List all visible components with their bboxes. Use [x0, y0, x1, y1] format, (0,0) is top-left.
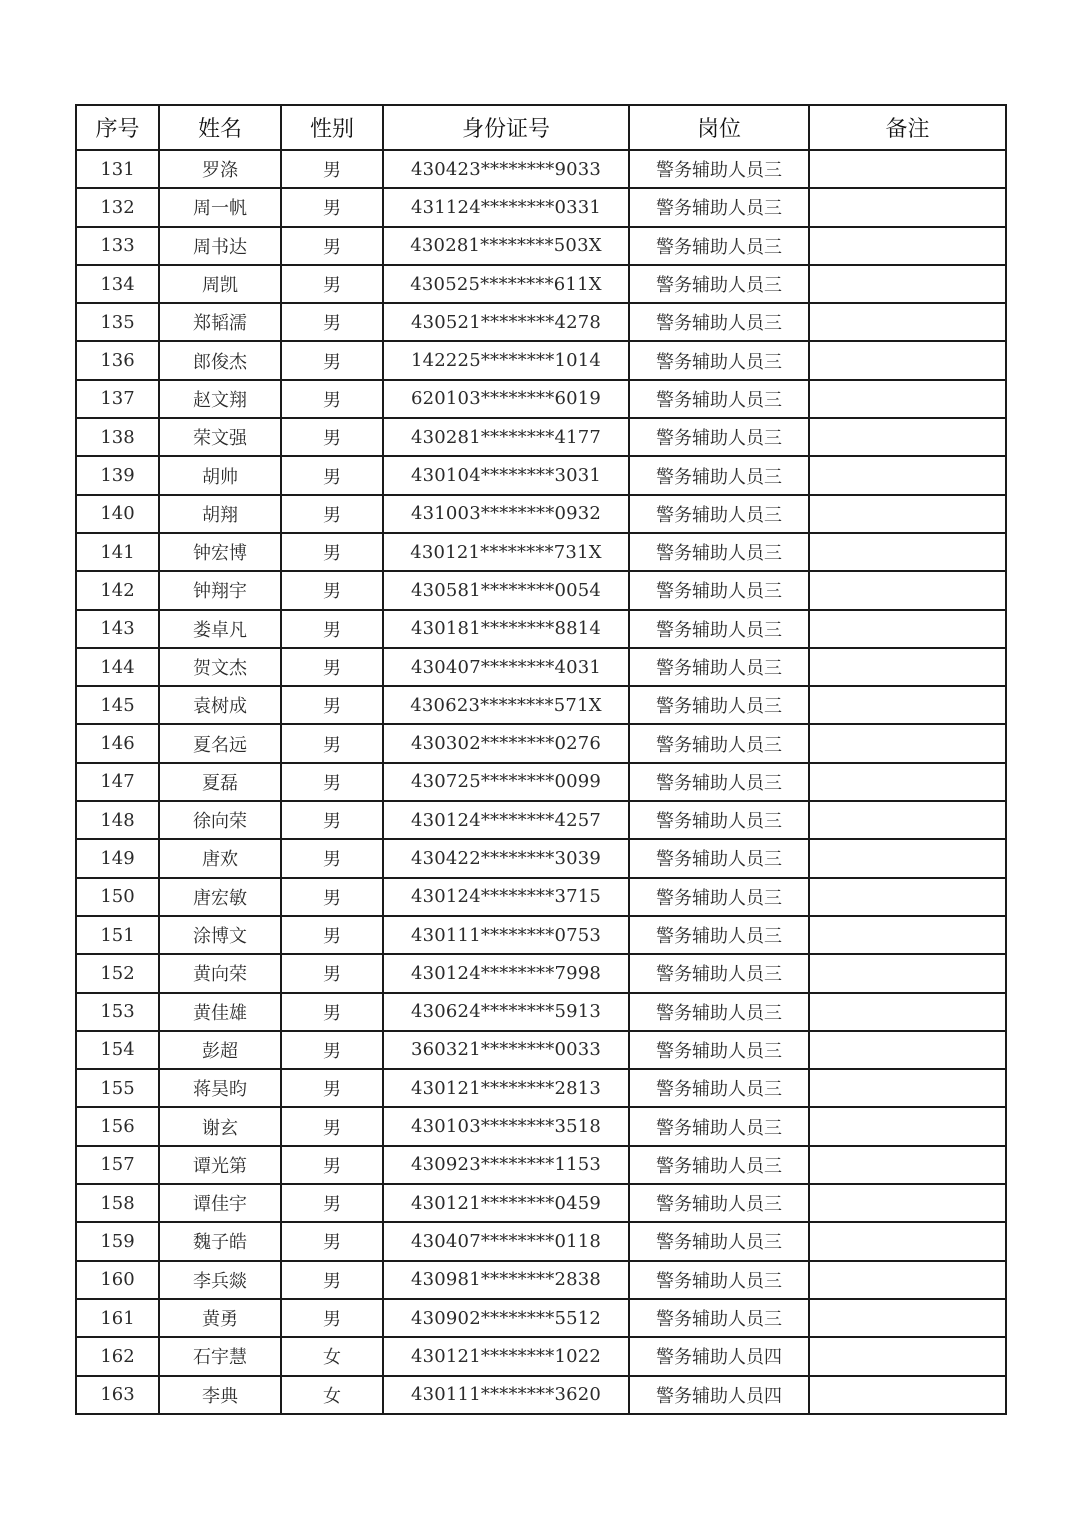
cell-remark: [809, 456, 1006, 494]
cell-seq: 134: [76, 265, 159, 303]
cell-gender: 女: [281, 1337, 383, 1375]
cell-name: 谭佳宇: [159, 1184, 281, 1222]
cell-remark: [809, 1184, 1006, 1222]
cell-gender: 男: [281, 648, 383, 686]
cell-position: 警务辅助人员三: [629, 150, 809, 188]
table-row: [76, 878, 1006, 916]
table-row: [76, 495, 1006, 533]
cell-name: 徐向荣: [159, 801, 281, 839]
table-row: [76, 265, 1006, 303]
table-row: [76, 1299, 1006, 1337]
cell-gender: 男: [281, 456, 383, 494]
cell-seq: 152: [76, 954, 159, 992]
cell-position: 警务辅助人员三: [629, 610, 809, 648]
cell-remark: [809, 150, 1006, 188]
cell-position: 警务辅助人员三: [629, 878, 809, 916]
table-row: [76, 801, 1006, 839]
cell-seq: 149: [76, 839, 159, 877]
cell-name: 涂博文: [159, 916, 281, 954]
header-name: 姓名: [159, 105, 281, 150]
cell-remark: [809, 954, 1006, 992]
header-remark: 备注: [809, 105, 1006, 150]
cell-id-number: 430407********4031: [383, 648, 629, 686]
table-row: [76, 686, 1006, 724]
cell-seq: 159: [76, 1222, 159, 1260]
cell-remark: [809, 188, 1006, 226]
header-id-number: 身份证号: [383, 105, 629, 150]
cell-gender: 男: [281, 380, 383, 418]
cell-seq: 141: [76, 533, 159, 571]
cell-gender: 男: [281, 686, 383, 724]
cell-id-number: 430103********3518: [383, 1107, 629, 1145]
table-row: [76, 456, 1006, 494]
cell-remark: [809, 1337, 1006, 1375]
cell-gender: 男: [281, 1069, 383, 1107]
cell-remark: [809, 801, 1006, 839]
cell-gender: 男: [281, 1146, 383, 1184]
cell-seq: 146: [76, 724, 159, 762]
cell-name: 胡帅: [159, 456, 281, 494]
cell-name: 周书达: [159, 227, 281, 265]
cell-position: 警务辅助人员三: [629, 724, 809, 762]
table-row: [76, 1261, 1006, 1299]
table-row: [76, 227, 1006, 265]
table-row: [76, 150, 1006, 188]
cell-position: 警务辅助人员三: [629, 188, 809, 226]
cell-seq: 147: [76, 763, 159, 801]
cell-remark: [809, 1376, 1006, 1414]
cell-seq: 160: [76, 1261, 159, 1299]
table-row: [76, 1222, 1006, 1260]
cell-name: 郑韬濡: [159, 303, 281, 341]
table-row: [76, 1184, 1006, 1222]
cell-id-number: 430121********2813: [383, 1069, 629, 1107]
cell-gender: 男: [281, 916, 383, 954]
cell-name: 周凯: [159, 265, 281, 303]
cell-id-number: 430121********731X: [383, 533, 629, 571]
cell-position: 警务辅助人员三: [629, 839, 809, 877]
cell-seq: 135: [76, 303, 159, 341]
cell-gender: 男: [281, 1261, 383, 1299]
cell-position: 警务辅助人员三: [629, 303, 809, 341]
cell-position: 警务辅助人员三: [629, 1069, 809, 1107]
table-row: [76, 303, 1006, 341]
cell-gender: 男: [281, 1031, 383, 1069]
cell-seq: 136: [76, 341, 159, 379]
cell-remark: [809, 1107, 1006, 1145]
cell-name: 蒋昊昀: [159, 1069, 281, 1107]
cell-gender: 男: [281, 1107, 383, 1145]
cell-position: 警务辅助人员四: [629, 1376, 809, 1414]
cell-position: 警务辅助人员三: [629, 1299, 809, 1337]
cell-name: 黄向荣: [159, 954, 281, 992]
cell-seq: 145: [76, 686, 159, 724]
cell-remark: [809, 341, 1006, 379]
cell-remark: [809, 724, 1006, 762]
cell-gender: 男: [281, 188, 383, 226]
cell-remark: [809, 648, 1006, 686]
cell-seq: 140: [76, 495, 159, 533]
cell-name: 唐宏敏: [159, 878, 281, 916]
cell-name: 夏名远: [159, 724, 281, 762]
cell-seq: 133: [76, 227, 159, 265]
cell-gender: 男: [281, 265, 383, 303]
cell-name: 贺文杰: [159, 648, 281, 686]
cell-position: 警务辅助人员三: [629, 227, 809, 265]
cell-gender: 男: [281, 763, 383, 801]
table-row: [76, 1031, 1006, 1069]
cell-position: 警务辅助人员三: [629, 1184, 809, 1222]
cell-name: 黄佳雄: [159, 993, 281, 1031]
cell-name: 赵文翔: [159, 380, 281, 418]
cell-id-number: 430181********8814: [383, 610, 629, 648]
cell-seq: 162: [76, 1337, 159, 1375]
cell-id-number: 360321********0033: [383, 1031, 629, 1069]
cell-seq: 156: [76, 1107, 159, 1145]
cell-position: 警务辅助人员三: [629, 380, 809, 418]
table-row: [76, 763, 1006, 801]
cell-remark: [809, 916, 1006, 954]
cell-position: 警务辅助人员三: [629, 1222, 809, 1260]
cell-position: 警务辅助人员三: [629, 571, 809, 609]
cell-remark: [809, 1146, 1006, 1184]
cell-seq: 131: [76, 150, 159, 188]
cell-remark: [809, 418, 1006, 456]
table-row: [76, 839, 1006, 877]
cell-seq: 143: [76, 610, 159, 648]
cell-remark: [809, 1222, 1006, 1260]
cell-remark: [809, 227, 1006, 265]
cell-gender: 男: [281, 227, 383, 265]
cell-position: 警务辅助人员三: [629, 801, 809, 839]
roster-table: [75, 104, 1007, 1415]
cell-id-number: 430124********3715: [383, 878, 629, 916]
cell-name: 钟宏博: [159, 533, 281, 571]
cell-gender: 男: [281, 724, 383, 762]
cell-seq: 150: [76, 878, 159, 916]
cell-position: 警务辅助人员三: [629, 1107, 809, 1145]
cell-seq: 163: [76, 1376, 159, 1414]
cell-id-number: 430281********4177: [383, 418, 629, 456]
cell-position: 警务辅助人员三: [629, 1031, 809, 1069]
cell-seq: 157: [76, 1146, 159, 1184]
cell-seq: 144: [76, 648, 159, 686]
cell-id-number: 430902********5512: [383, 1299, 629, 1337]
cell-gender: 男: [281, 533, 383, 571]
cell-remark: [809, 533, 1006, 571]
table-row: [76, 916, 1006, 954]
cell-gender: 男: [281, 341, 383, 379]
cell-gender: 男: [281, 610, 383, 648]
table-row: [76, 1376, 1006, 1414]
table-row: [76, 1107, 1006, 1145]
cell-remark: [809, 878, 1006, 916]
cell-seq: 161: [76, 1299, 159, 1337]
table-row: [76, 648, 1006, 686]
cell-seq: 151: [76, 916, 159, 954]
header-row: [76, 105, 1006, 150]
cell-gender: 男: [281, 418, 383, 456]
cell-seq: 139: [76, 456, 159, 494]
cell-seq: 137: [76, 380, 159, 418]
cell-id-number: 430104********3031: [383, 456, 629, 494]
cell-seq: 155: [76, 1069, 159, 1107]
cell-id-number: 430121********0459: [383, 1184, 629, 1222]
cell-id-number: 430281********503X: [383, 227, 629, 265]
cell-position: 警务辅助人员三: [629, 456, 809, 494]
cell-name: 夏磊: [159, 763, 281, 801]
cell-remark: [809, 1069, 1006, 1107]
table-row: [76, 341, 1006, 379]
cell-id-number: 430923********1153: [383, 1146, 629, 1184]
cell-remark: [809, 380, 1006, 418]
cell-name: 黄勇: [159, 1299, 281, 1337]
cell-remark: [809, 610, 1006, 648]
cell-position: 警务辅助人员三: [629, 418, 809, 456]
cell-name: 郎俊杰: [159, 341, 281, 379]
cell-name: 周一帆: [159, 188, 281, 226]
table-row: [76, 571, 1006, 609]
cell-seq: 148: [76, 801, 159, 839]
cell-gender: 男: [281, 839, 383, 877]
table-row: [76, 533, 1006, 571]
cell-name: 胡翔: [159, 495, 281, 533]
cell-name: 魏子皓: [159, 1222, 281, 1260]
cell-seq: 138: [76, 418, 159, 456]
cell-remark: [809, 763, 1006, 801]
cell-gender: 男: [281, 993, 383, 1031]
header-position: 岗位: [629, 105, 809, 150]
cell-position: 警务辅助人员三: [629, 495, 809, 533]
cell-position: 警务辅助人员三: [629, 265, 809, 303]
cell-gender: 男: [281, 1222, 383, 1260]
cell-name: 袁树成: [159, 686, 281, 724]
cell-remark: [809, 303, 1006, 341]
cell-name: 罗涤: [159, 150, 281, 188]
cell-position: 警务辅助人员三: [629, 916, 809, 954]
cell-seq: 158: [76, 1184, 159, 1222]
cell-position: 警务辅助人员三: [629, 954, 809, 992]
cell-seq: 142: [76, 571, 159, 609]
cell-id-number: 430521********4278: [383, 303, 629, 341]
cell-name: 李兵燚: [159, 1261, 281, 1299]
cell-id-number: 430623********571X: [383, 686, 629, 724]
cell-remark: [809, 265, 1006, 303]
cell-remark: [809, 839, 1006, 877]
cell-id-number: 430302********0276: [383, 724, 629, 762]
cell-id-number: 430111********3620: [383, 1376, 629, 1414]
roster-body: [76, 150, 1006, 1414]
table-row: [76, 1146, 1006, 1184]
cell-name: 彭超: [159, 1031, 281, 1069]
cell-remark: [809, 993, 1006, 1031]
cell-id-number: 430525********611X: [383, 265, 629, 303]
cell-name: 谭光第: [159, 1146, 281, 1184]
cell-name: 石宇慧: [159, 1337, 281, 1375]
cell-seq: 154: [76, 1031, 159, 1069]
cell-position: 警务辅助人员三: [629, 763, 809, 801]
cell-name: 荣文强: [159, 418, 281, 456]
cell-id-number: 431003********0932: [383, 495, 629, 533]
cell-seq: 132: [76, 188, 159, 226]
cell-gender: 男: [281, 303, 383, 341]
cell-name: 谢玄: [159, 1107, 281, 1145]
cell-gender: 男: [281, 495, 383, 533]
cell-name: 李典: [159, 1376, 281, 1414]
cell-position: 警务辅助人员四: [629, 1337, 809, 1375]
cell-name: 钟翔宇: [159, 571, 281, 609]
table-row: [76, 993, 1006, 1031]
cell-id-number: 620103********6019: [383, 380, 629, 418]
cell-gender: 男: [281, 150, 383, 188]
cell-position: 警务辅助人员三: [629, 533, 809, 571]
cell-position: 警务辅助人员三: [629, 1146, 809, 1184]
cell-id-number: 430725********0099: [383, 763, 629, 801]
header-seq: 序号: [76, 105, 159, 150]
cell-id-number: 430423********9033: [383, 150, 629, 188]
cell-remark: [809, 1299, 1006, 1337]
cell-remark: [809, 495, 1006, 533]
cell-gender: 男: [281, 878, 383, 916]
cell-position: 警务辅助人员三: [629, 686, 809, 724]
table-row: [76, 724, 1006, 762]
cell-position: 警务辅助人员三: [629, 993, 809, 1031]
cell-id-number: 430422********3039: [383, 839, 629, 877]
cell-gender: 女: [281, 1376, 383, 1414]
cell-position: 警务辅助人员三: [629, 341, 809, 379]
header-gender: 性别: [281, 105, 383, 150]
table-row: [76, 1337, 1006, 1375]
cell-gender: 男: [281, 1299, 383, 1337]
cell-id-number: 430407********0118: [383, 1222, 629, 1260]
cell-id-number: 430111********0753: [383, 916, 629, 954]
cell-name: 唐欢: [159, 839, 281, 877]
cell-gender: 男: [281, 571, 383, 609]
table-row: [76, 380, 1006, 418]
cell-id-number: 142225********1014: [383, 341, 629, 379]
cell-gender: 男: [281, 801, 383, 839]
cell-seq: 153: [76, 993, 159, 1031]
cell-id-number: 430124********7998: [383, 954, 629, 992]
cell-id-number: 430624********5913: [383, 993, 629, 1031]
cell-gender: 男: [281, 1184, 383, 1222]
cell-id-number: 430581********0054: [383, 571, 629, 609]
cell-id-number: 431124********0331: [383, 188, 629, 226]
cell-id-number: 430121********1022: [383, 1337, 629, 1375]
cell-remark: [809, 571, 1006, 609]
table-row: [76, 188, 1006, 226]
table-row: [76, 954, 1006, 992]
table-row: [76, 418, 1006, 456]
cell-position: 警务辅助人员三: [629, 648, 809, 686]
cell-remark: [809, 1261, 1006, 1299]
cell-position: 警务辅助人员三: [629, 1261, 809, 1299]
cell-id-number: 430981********2838: [383, 1261, 629, 1299]
cell-name: 娄卓凡: [159, 610, 281, 648]
table-row: [76, 610, 1006, 648]
cell-remark: [809, 686, 1006, 724]
cell-remark: [809, 1031, 1006, 1069]
cell-id-number: 430124********4257: [383, 801, 629, 839]
table-row: [76, 1069, 1006, 1107]
cell-gender: 男: [281, 954, 383, 992]
